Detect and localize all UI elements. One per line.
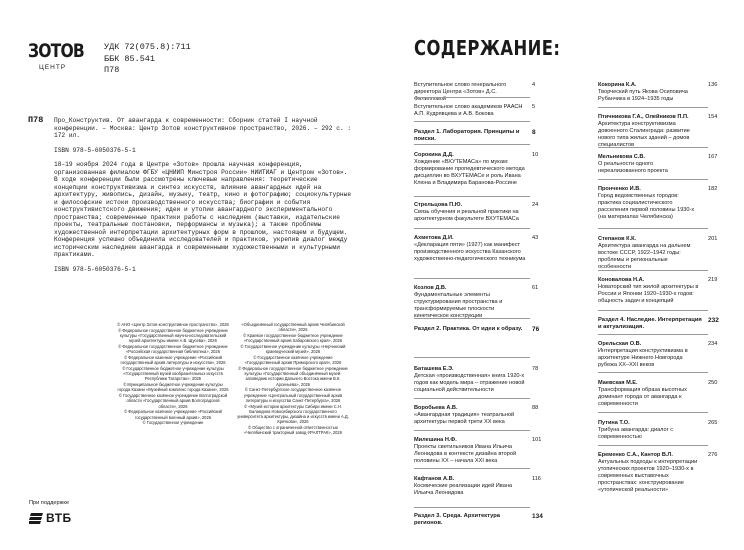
toc-divider xyxy=(414,507,530,508)
toc-entry[interactable] xyxy=(414,476,541,497)
toc-divider xyxy=(598,412,708,413)
toc-entry[interactable] xyxy=(598,341,718,369)
toc-entry[interactable] xyxy=(414,202,539,223)
toc-entry[interactable] xyxy=(414,152,539,187)
toc-author: Стрельцова П.Ю. xyxy=(414,202,463,208)
classification-codes xyxy=(104,42,191,77)
toc-entry[interactable] xyxy=(598,380,718,408)
copyright-entry: © Федеральное казённое учреждение «Российский государственный военный архив», 2026 xyxy=(124,409,222,420)
toc-title-text: О реальности одного нереализованного проекта xyxy=(598,161,668,174)
toc-divider xyxy=(414,278,530,279)
annotation: 18–19 ноября 2024 года в Центре «Зотов» прошла научная конференция, организованная филиалом ФГБУ «ЦНИИП Минстроя России» НИИТИАГ и Центром «Зотов». В ходе конференции были рассмотрены ключевые направления: теоретические концепции конструктивизма и синтез искусств, влияние авангардных идей на архитектуру, живопись, дизайн, музыку, театр, кино и фотографию; социокультурные и философские истоки производственного искусства; биографии и события конструктивистского движения; идеи и утопии авангардного экспериментального пространства; современные практики работы с наследием (выставки, издательские проекты, театральные постановки, перформансы и музыка); а также проблемы художественной интерпретации архитектурных форм в прошлом, настоящем и будущем. Конференция успешно объединила исследователей и практиков, укрепив диалог между историческим наследием авангарда и современными художественными и культурными практиками. xyxy=(54,161,352,258)
toc-page-number: 265 xyxy=(708,420,718,426)
toc-entry[interactable] xyxy=(414,82,536,103)
toc-entry[interactable] xyxy=(414,285,539,320)
copyright-entry: © Государственное учреждение xyxy=(142,420,204,426)
toc-page-number: 134 xyxy=(532,513,543,520)
toc-title-text: Творческий путь Якова Осиповича Рубанчика в 1924–1935 годы xyxy=(598,89,688,102)
toc-author: Баташева Е.Э. xyxy=(414,366,454,372)
copyright-entry: © Государственное бюджетное учреждение культуры «Государственный музей изобразительных искусств Республики Татарстан», 2026 xyxy=(122,366,224,382)
toc-divider xyxy=(414,97,530,98)
toc-entry[interactable] xyxy=(414,235,539,263)
vtb-stripes-icon xyxy=(29,513,43,524)
zotov-logo xyxy=(28,40,84,80)
toc-author: Сорокина Д.Д. xyxy=(414,152,454,158)
toc-author: Воробьева А.В. xyxy=(414,405,458,411)
copyright-entry: © Федеральное государственное бюджетное учреждение культуры «Государственный научно-исследовательский музей архитектуры имени А.В. Щусева», 2026 xyxy=(118,327,228,344)
toc-title-text: Проекты светильников Ивана Ильича Леонидова в контексте дизайна второй половины XX – начала XXI века xyxy=(414,444,517,464)
toc-title-text: Трибуна авангарда: диалог с современностью xyxy=(598,427,674,440)
toc-author: Степанов К.К. xyxy=(598,236,637,242)
toc-entry[interactable] xyxy=(598,452,718,494)
toc-title-text: Детская «производственная» книга 1920-х годов как модель мира – отражение новой социальной действительности xyxy=(414,373,525,393)
toc-divider xyxy=(598,270,708,271)
citation: Про_Конструктив. От авангарда к современности: Сборник статей I научной конференции. – Москва: Центр Зотов конструктивное пространство, 2026. – 292 с. : 172 ил. xyxy=(54,117,352,139)
toc-divider xyxy=(414,357,530,358)
toc-title-text: Актуальных подходы к интерпретации утопических проектов 1920–1930-х в современных выставочных пространствах: конструирование «утопической реальности» xyxy=(598,459,698,493)
isbn: ISBN 978-5-6050376-5-1 xyxy=(54,146,136,154)
toc-divider xyxy=(598,310,708,311)
toc-title-text: Вступительное слово генерального директора Центра «Зотов» Д.С. Филипповой xyxy=(414,82,507,102)
toc-author: Еременко С.А., Кантор В.Л. xyxy=(598,452,673,458)
toc-title-text: Раздел 4. Наследие. Интерпретация и актуализация. xyxy=(598,317,702,330)
vtb-logo xyxy=(29,511,72,525)
bibliographic-description xyxy=(54,117,354,280)
toc-divider xyxy=(414,430,530,431)
toc-divider xyxy=(598,228,708,229)
toc-title-text: Раздел 2. Практика. От идеи к образу. xyxy=(414,326,523,332)
isbn-repeat: ISBN 978-5-6050376-5-1 xyxy=(54,265,136,273)
author-mark: П78 xyxy=(104,65,120,75)
toc-page-number: 10 xyxy=(532,152,539,158)
copyright-entry: © Федеральное государственное бюджетное учреждение культуры «Государственный объединённый музей-заповедник истории Дальнего Востока имени В.К. Арсеньева», 2026 xyxy=(238,366,348,387)
copyright-entry: © Муниципальное бюджетное учреждение культуры города Казани «Музейный комплекс города Казани», 2026 xyxy=(117,382,229,393)
udc-code: УДК 72(075.8):711 xyxy=(104,42,191,52)
toc-entry[interactable] xyxy=(598,277,718,305)
toc-author: Маевская М.Е. xyxy=(598,380,638,386)
toc-page-number: 8 xyxy=(532,129,536,136)
toc-page-number: 43 xyxy=(532,235,539,241)
toc-page-number: 78 xyxy=(532,366,539,372)
toc-page-number: 136 xyxy=(708,82,718,88)
toc-author: Мельникова С.В. xyxy=(598,154,645,160)
toc-entry[interactable] xyxy=(598,420,718,441)
toc-author: Птичникова Г.А., Олейников П.П. xyxy=(598,114,689,120)
copyright-entry: © Государственное учреждение культуры «Нерчинский краеведческий музей», 2026 xyxy=(240,344,346,355)
copyright-entry: © Краевое государственное бюджетное учреждение «Государственный архив Хабаровского края», 2026 xyxy=(243,333,343,344)
toc-page-number: 250 xyxy=(708,380,718,386)
toc-entry[interactable] xyxy=(414,366,539,394)
toc-page-number: 154 xyxy=(708,114,718,120)
copyright-list-left xyxy=(117,322,229,426)
toc-page-number: 232 xyxy=(708,317,719,324)
copyright-entry: © «Музей истории архитектуры Сибири имени С.Н. Баландина Новосибирского государственного университета архитектуры, дизайна и искусств имени А.Д. Крячкова», 2026 xyxy=(237,403,349,425)
copyright-entry: © Санкт-Петербургское государственное казённое учреждение «Центральный государственный архив литературы и искусства Санкт-Петербурга», 2026 xyxy=(243,387,343,403)
toc-title-text: Раздел 1. Лаборатория. Принципы и поиски. xyxy=(414,129,520,142)
copyright-entry: © Общество с ограниченной ответственностью «Челябинский тракторный завод-УРАЛТРАК», 2026 xyxy=(244,425,342,436)
toc-page-number: 88 xyxy=(532,405,539,411)
toc-section-heading[interactable] xyxy=(414,326,540,333)
toc-title-text: Космические реализации идей Ивана Ильича Леонидова xyxy=(414,483,513,496)
toc-divider xyxy=(414,144,530,145)
toc-title-text: «Декларация пяти» (1927) как манифест производственного искусства Казанского художественно-педагогического техникума xyxy=(414,242,526,262)
toc-author: Козлов Д.В. xyxy=(414,285,447,291)
toc-page-number: 219 xyxy=(708,277,718,283)
toc-section-heading[interactable] xyxy=(598,317,719,331)
toc-entry[interactable] xyxy=(598,186,718,221)
toc-page-number: 24 xyxy=(532,202,539,208)
toc-author: Милешина Н.Ф. xyxy=(414,437,457,443)
toc-divider xyxy=(598,147,708,148)
toc-title: СОДЕРЖАНИЕ: xyxy=(414,36,561,60)
toc-page-number: 182 xyxy=(708,186,718,192)
toc-author: Пронченко И.В. xyxy=(598,186,641,192)
toc-title-text: «Авангардная традиция» театральной архитектуры первой трети XX века xyxy=(414,412,515,425)
toc-page-number: 167 xyxy=(708,154,718,160)
logo-subtitle: ЦЕНТР xyxy=(39,64,67,71)
toc-author: Коновалова Н.А. xyxy=(598,277,645,283)
toc-section-heading[interactable] xyxy=(414,129,536,143)
toc-divider xyxy=(414,398,530,399)
toc-divider xyxy=(414,318,530,319)
toc-divider xyxy=(414,121,530,122)
copyright-list-right xyxy=(237,322,349,436)
toc-title-text: Архитектура конструктивизма довоенного Сталинграда: развитие нового типа жилых зданий – домов специалистов xyxy=(598,121,690,148)
toc-divider xyxy=(598,372,708,373)
copyright-entry: «Объединённый государственный архив Челябинской области», 2026 xyxy=(241,322,345,333)
toc-title-text: Интерпретация конструктивизма в архитектуре Нижнего Новгорода рубежа XX–XXI веков xyxy=(598,348,688,368)
copyright-entry: © АНО «Центр Зотов конструктивное пространство», 2026 xyxy=(117,322,229,327)
toc-entry[interactable] xyxy=(414,104,536,118)
support-label: При поддержке xyxy=(29,500,69,506)
toc-divider xyxy=(414,468,530,469)
toc-entry[interactable] xyxy=(414,405,539,426)
toc-title-text: Архитектура авангарда на дальнем востоке СССР, 1922–1942 годы: проблемы и региональные особенности xyxy=(598,243,691,270)
toc-page-number: 234 xyxy=(708,341,718,347)
toc-divider xyxy=(414,196,530,197)
toc-page-number: 5 xyxy=(532,104,536,110)
toc-page-number: 116 xyxy=(532,476,541,482)
toc-author: Кафтанов А.В. xyxy=(414,476,455,482)
toc-page-number: 4 xyxy=(532,82,536,88)
toc-title-text: Трансформация образа высотных доминант города от авангарда к современности xyxy=(598,387,687,407)
copyright-entry: © Государственное казённое учреждение «Государственный архив Приморского края», 2026 xyxy=(244,355,342,366)
toc-page-number: 201 xyxy=(708,236,718,242)
toc-author: Ахметова Д.И. xyxy=(414,235,454,241)
toc-title-text: Город ведомственных городов: практика социалистического расселения первой половины 1930-х (на материалах Челябинска) xyxy=(598,193,695,220)
toc-title-text: Раздел 3. Среда. Архитектура регионов. xyxy=(414,513,500,526)
toc-divider xyxy=(598,445,708,446)
toc-entry[interactable] xyxy=(598,236,718,271)
toc-title-text: Новаторский тип жилой архитектуры в России и Японии 1920–1930-х годов: общность задач и концепций xyxy=(598,284,699,304)
toc-title-text: Связь обучения и реальной практики на архитектурном факультете ВХУТЕМАСа xyxy=(414,209,519,222)
copyright-entry: © Федеральное казенное учреждение «Российский государственный архив литературы и искусства», 2026 xyxy=(120,355,226,366)
toc-entry[interactable] xyxy=(598,82,718,103)
toc-entry[interactable] xyxy=(598,114,718,149)
logo-word: ЗОТОВ xyxy=(28,40,84,62)
toc-section-heading[interactable] xyxy=(414,513,543,527)
toc-divider xyxy=(598,107,708,108)
toc-page-number: 61 xyxy=(532,285,539,291)
toc-entry[interactable] xyxy=(414,437,542,465)
vtb-brand: ВТБ xyxy=(46,511,72,525)
toc-title-text: Хождение «ВХУТЕМАСа» по мукам: формирование пропедевтического метода дисциплин во ВХУТЕМАСе и роль Ивана Клюна и Владимира Баранова-Россине xyxy=(414,159,525,186)
copyright-entry: © Федеральное государственное бюджетное учреждение «Российская государственная библиотека», 2026 xyxy=(118,344,228,355)
toc-title-text: Фундаментальные элементы структурирования пространства и трансформируемые плоскости кинетическое конструкции xyxy=(414,292,503,319)
toc-page-number: 101 xyxy=(532,437,542,443)
bbk-code: ББК 85.541 xyxy=(104,53,156,64)
toc-divider xyxy=(598,179,708,180)
toc-author: Путина Т.О. xyxy=(598,420,630,426)
toc-author: Орельская О.В. xyxy=(598,341,642,347)
copyright-entry: © Государственное казённое учреждение Волгоградской области «Государственный архив Волгоградской области», 2026 xyxy=(118,393,228,409)
toc-page-number: 276 xyxy=(708,452,718,458)
toc-title-text: Вступительное слово академиков РААСН А.П. Кудрявцева и А.В. Бокова xyxy=(414,104,523,117)
toc-author: Кокорина К.А. xyxy=(598,82,637,88)
author-mark-side: П78 xyxy=(28,115,44,125)
toc-entry[interactable] xyxy=(598,154,718,175)
toc-page-number: 76 xyxy=(532,326,540,333)
toc-divider xyxy=(598,334,708,335)
toc-divider xyxy=(414,228,530,229)
